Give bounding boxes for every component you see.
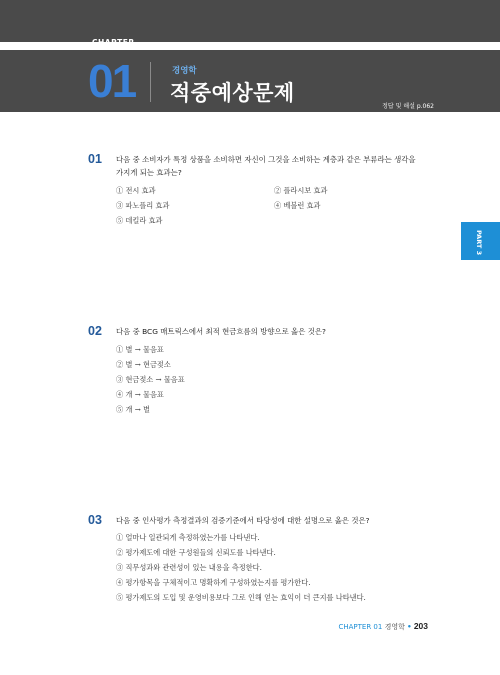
chapter-label: CHAPTER [92,38,135,47]
answer-option: ⑤ 데킬라 효과 [116,216,163,225]
answer-option: ① 전시 효과 [116,186,156,195]
answer-option: ② 평가제도에 대한 구성원들의 신뢰도를 나타낸다. [116,548,276,557]
question-text-line: 가지게 되는 효과는? [116,168,182,177]
question-number: 01 [88,152,102,166]
part-tab-label: PART 3 [475,230,483,256]
answer-option: ⑤ 평가제도의 도입 및 운영비용보다 그로 인해 얻는 효익이 더 큰지를 나타낸다. [116,593,366,602]
answer-option: ③ 직무성과와 관련성이 있는 내용을 측정한다. [116,563,262,572]
top-band [0,0,500,42]
answer-reference: 정답 및 해설 p.062 [382,103,434,110]
header-divider [150,62,151,102]
footer-subject: 경영학 [384,623,405,631]
page-footer [338,621,428,632]
question-number: 02 [88,324,102,338]
answer-option: ② 별 → 현금젖소 [116,360,171,369]
answer-option: ① 별 → 물음표 [116,345,164,354]
answer-option: ⑤ 개 → 별 [116,405,150,414]
answer-option: ④ 베블런 효과 [274,201,321,210]
question-text-line: 다음 중 인사평가 측정결과의 검증기준에서 타당성에 대한 설명으로 옳은 것은? [116,516,370,525]
question-text-line: 다음 중 소비자가 특정 상품을 소비하면 자신이 그것을 소비하는 계층과 같은 부류라는 생각을 [116,155,416,164]
answer-option: ④ 평가항목을 구체적이고 명확하게 구성하였는지를 평가한다. [116,578,311,587]
chapter-title: 적중예상문제 [170,81,295,105]
page-number: 203 [413,621,428,631]
answer-option: ③ 파노플리 효과 [116,201,170,210]
answer-option: ① 얼마나 일관되게 측정하였는가를 나타낸다. [116,533,260,542]
part-tab [461,222,500,260]
footer-separator: • [407,623,412,631]
answer-option: ③ 현금젖소 → 물음표 [116,375,185,384]
chapter-subject: 경영학 [172,66,197,76]
answer-option: ② 플라시보 효과 [274,186,328,195]
answer-option: ④ 개 → 물음표 [116,390,164,399]
question-number: 03 [88,513,102,527]
chapter-number: 01 [88,55,136,107]
footer-chapter: CHAPTER 01 [338,623,383,631]
question-text-line: 다음 중 BCG 매트릭스에서 최적 현금흐름의 방향으로 옳은 것은? [116,327,326,336]
